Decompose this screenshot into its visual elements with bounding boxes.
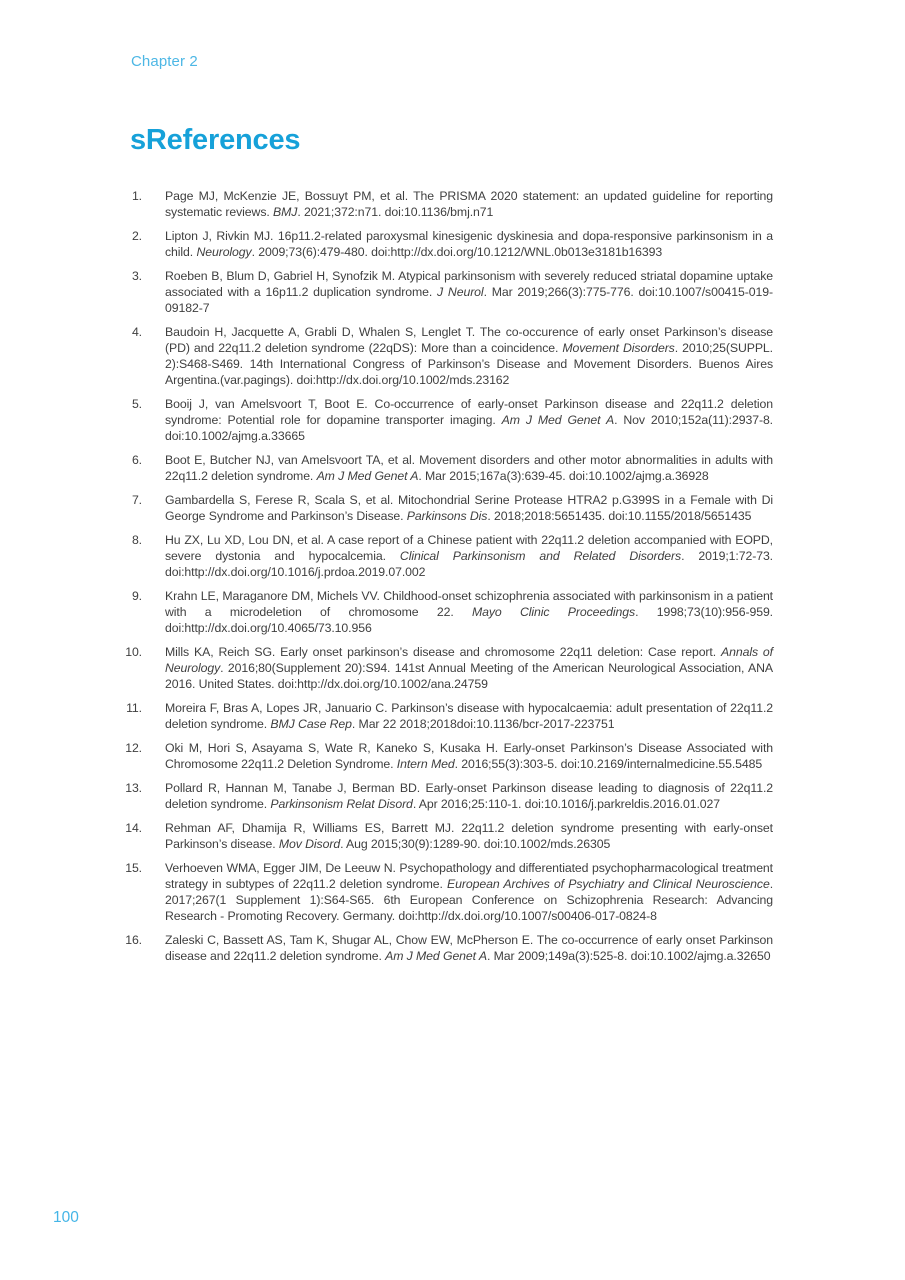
journal-name: Neurology: [196, 245, 252, 259]
reference-text: [165, 588, 773, 636]
reference-text: [165, 188, 773, 220]
reference-item: [125, 492, 773, 524]
reference-text: [165, 700, 773, 732]
reference-number: 11.: [126, 701, 142, 715]
reference-item: [125, 532, 773, 580]
reference-number: 4.: [131, 325, 142, 339]
reference-item: [125, 396, 773, 444]
reference-segment: Mills KA, Reich SG. Early onset parkinson’s disease and chromosome 22q11 deletion: Case report.: [165, 645, 721, 659]
reference-item: [125, 324, 773, 388]
reference-segment: Oki M, Hori S, Asayama S, Wate R, Kaneko S, Kusaka H. Early-onset Parkinson’s Disease Associated with Chromosome 22q11.2 Deletion Syndrome.: [165, 741, 773, 771]
reference-segment: . 2009;73(6):479-480. doi:http://dx.doi.org/10.1212/WNL.0b013e3181b16393: [251, 245, 663, 259]
reference-number: 3.: [131, 269, 142, 283]
reference-item: [125, 700, 773, 732]
reference-number: 6.: [131, 453, 142, 467]
reference-segment: Moreira F, Bras A, Lopes JR, Januario C. Parkinson’s disease with hypocalcaemia: adult presentation of 22q11.2 deletion syndrome.: [165, 701, 773, 731]
reference-text: [165, 644, 773, 692]
journal-name: BMJ: [273, 205, 298, 219]
reference-segment: . Apr 2016;25:110-1. doi:10.1016/j.parkreldis.2016.01.027: [412, 797, 721, 811]
reference-number: 15.: [125, 861, 142, 875]
reference-number: 16.: [125, 933, 142, 947]
reference-segment: Rehman AF, Dhamija R, Williams ES, Barrett MJ. 22q11.2 deletion syndrome presenting with early-onset Parkinson’s disease.: [165, 821, 773, 851]
journal-name: Mov Disord: [278, 837, 341, 851]
reference-segment: Hu ZX, Lu XD, Lou DN, et al. A case report of a Chinese patient with 22q11.2 deletion accompanied with EOPD, severe dystonia and hypocalcemia.: [165, 533, 773, 563]
reference-number: 9.: [131, 589, 142, 603]
reference-item: [125, 820, 773, 852]
journal-name: Movement Disorders: [562, 341, 675, 355]
reference-segment: . 2021;372:n71. doi:10.1136/bmj.n71: [297, 205, 494, 219]
reference-number: 12.: [125, 741, 142, 755]
reference-text: [165, 228, 773, 260]
reference-item: [125, 644, 773, 692]
reference-item: [125, 228, 773, 260]
reference-text: [165, 492, 773, 524]
journal-name: European Archives of Psychiatry and Clinical Neuroscience: [447, 877, 770, 891]
reference-segment: . Mar 22 2018;2018doi:10.1136/bcr-2017-223751: [351, 717, 615, 731]
reference-segment: Krahn LE, Maraganore DM, Michels VV. Childhood-onset schizophrenia associated with parkinsonism in a patient with a microdeletion of chromosome 22.: [165, 589, 773, 619]
reference-text: [165, 932, 773, 964]
reference-item: [125, 932, 773, 964]
reference-number: 10.: [125, 645, 142, 659]
reference-segment: . Mar 2019;266(3):775-776. doi:10.1007/s00415-019-09182-7: [165, 285, 773, 315]
journal-name: Parkinsonism Relat Disord: [270, 797, 413, 811]
reference-text: [165, 820, 773, 852]
reference-segment: Booij J, van Amelsvoort T, Boot E. Co-occurrence of early-onset Parkinson disease and 22q11.2 deletion syndrome: Potential role for dopamine transporter imaging.: [165, 397, 773, 427]
reference-item: [125, 588, 773, 636]
reference-segment: . Aug 2015;30(9):1289-90. doi:10.1002/mds.26305: [340, 837, 611, 851]
reference-number: 8.: [131, 533, 142, 547]
page-number: 100: [53, 1209, 79, 1226]
journal-name: Am J Med Genet A: [316, 469, 419, 483]
reference-text: [165, 860, 773, 924]
journal-name: Mayo Clinic Proceedings: [471, 605, 636, 619]
reference-segment: Verhoeven WMA, Egger JIM, De Leeuw N. Psychopathology and differentiated psychopharmacological treatment strategy in subtypes of 22q11.2 deletion syndrome.: [165, 861, 773, 891]
journal-name: Clinical Parkinsonism and Related Disorders: [399, 549, 682, 563]
reference-segment: . Nov 2010;152a(11):2937-8. doi:10.1002/ajmg.a.33665: [165, 413, 774, 443]
reference-segment: . 2017;267(1 Supplement 1):S64-S65. 6th European Conference on Schizophrenia Research: Advancing Research - Promoting Recovery. Germany. doi:http://dx.doi.org/10.1007/s00406-017-0824-8: [165, 877, 774, 923]
reference-text: [165, 396, 773, 444]
reference-segment: . Mar 2009;149a(3):525-8. doi:10.1002/ajmg.a.32650: [486, 949, 771, 963]
reference-item: [125, 780, 773, 812]
reference-text: [165, 532, 773, 580]
reference-segment: Zaleski C, Bassett AS, Tam K, Shugar AL, Chow EW, McPherson E. The co-occurrence of early onset Parkinson disease and 22q11.2 deletion syndrome.: [165, 933, 773, 963]
reference-number: 5.: [131, 397, 142, 411]
reference-segment: . 2018;2018:5651435. doi:10.1155/2018/5651435: [487, 509, 752, 523]
reference-item: [125, 188, 773, 220]
chapter-label: Chapter 2: [131, 53, 198, 70]
reference-segment: . Mar 2015;167a(3):639-45. doi:10.1002/ajmg.a.36928: [418, 469, 709, 483]
reference-number: 2.: [131, 229, 142, 243]
journal-name: Am J Med Genet A: [385, 949, 487, 963]
reference-text: [165, 268, 773, 316]
reference-segment: Lipton J, Rivkin MJ. 16p11.2-related paroxysmal kinesigenic dyskinesia and dopa-responsive parkinsonism in a child.: [165, 229, 773, 259]
reference-number: 1.: [131, 189, 142, 203]
reference-segment: Baudoin H, Jacquette A, Grabli D, Whalen S, Lenglet T. The co-occurence of early onset Parkinson’s disease (PD) and 22q11.2 deletion syndrome (22qDS): More than a coincidence.: [165, 325, 773, 355]
journal-name: BMJ Case Rep: [270, 717, 352, 731]
reference-item: [125, 860, 773, 924]
reference-segment: Gambardella S, Ferese R, Scala S, et al. Mitochondrial Serine Protease HTRA2 p.G399S in a Female with Di George Syndrome and Parkinson’s Disease.: [165, 493, 773, 523]
reference-segment: Roeben B, Blum D, Gabriel H, Synofzik M. Atypical parkinsonism with severely reduced striatal dopamine uptake associated with a 16p11.2 duplication syndrome.: [165, 269, 773, 299]
reference-item: [125, 452, 773, 484]
page-title: sReferences: [130, 124, 301, 156]
reference-segment: . 1998;73(10):956-959. doi:http://dx.doi.org/10.4065/73.10.956: [165, 605, 773, 635]
reference-segment: . 2010;25(SUPPL. 2):S468-S469. 14th International Congress of Parkinson’s Disease and Movement Disorders. Buenos Aires Argentina.(var.pagings). doi:http://dx.doi.org/10.1002/mds.23162: [165, 341, 773, 387]
reference-number: 7.: [131, 493, 142, 507]
reference-segment: . 2016;80(Supplement 20):S94. 141st Annual Meeting of the American Neurological Association, ANA 2016. United States. doi:http://dx.doi.org/10.1002/ana.24759: [165, 661, 773, 691]
journal-name: Am J Med Genet A: [501, 413, 615, 427]
reference-segment: Pollard R, Hannan M, Tanabe J, Berman BD. Early-onset Parkinson disease leading to diagnosis of 22q11.2 deletion syndrome.: [165, 781, 773, 811]
reference-list: [125, 188, 773, 972]
reference-segment: . 2019;1:72-73. doi:http://dx.doi.org/10.1016/j.prdoa.2019.07.002: [165, 549, 773, 579]
reference-text: [165, 740, 773, 772]
reference-item: [125, 268, 773, 316]
reference-text: [165, 452, 773, 484]
journal-name: Parkinsons Dis: [406, 509, 488, 523]
reference-number: 13.: [125, 781, 142, 795]
reference-segment: . 2016;55(3):303-5. doi:10.2169/internalmedicine.55.5485: [454, 757, 763, 771]
reference-segment: Page MJ, McKenzie JE, Bossuyt PM, et al. The PRISMA 2020 statement: an updated guideline for reporting systematic reviews.: [165, 189, 773, 219]
journal-name: Annals of Neurology: [165, 645, 773, 675]
reference-item: [125, 740, 773, 772]
reference-segment: Boot E, Butcher NJ, van Amelsvoort TA, et al. Movement disorders and other motor abnormalities in adults with 22q11.2 deletion syndrome.: [165, 453, 773, 483]
reference-text: [165, 324, 773, 388]
journal-name: Intern Med: [396, 757, 455, 771]
reference-number: 14.: [125, 821, 142, 835]
journal-name: J Neurol: [437, 285, 484, 299]
reference-text: [165, 780, 773, 812]
